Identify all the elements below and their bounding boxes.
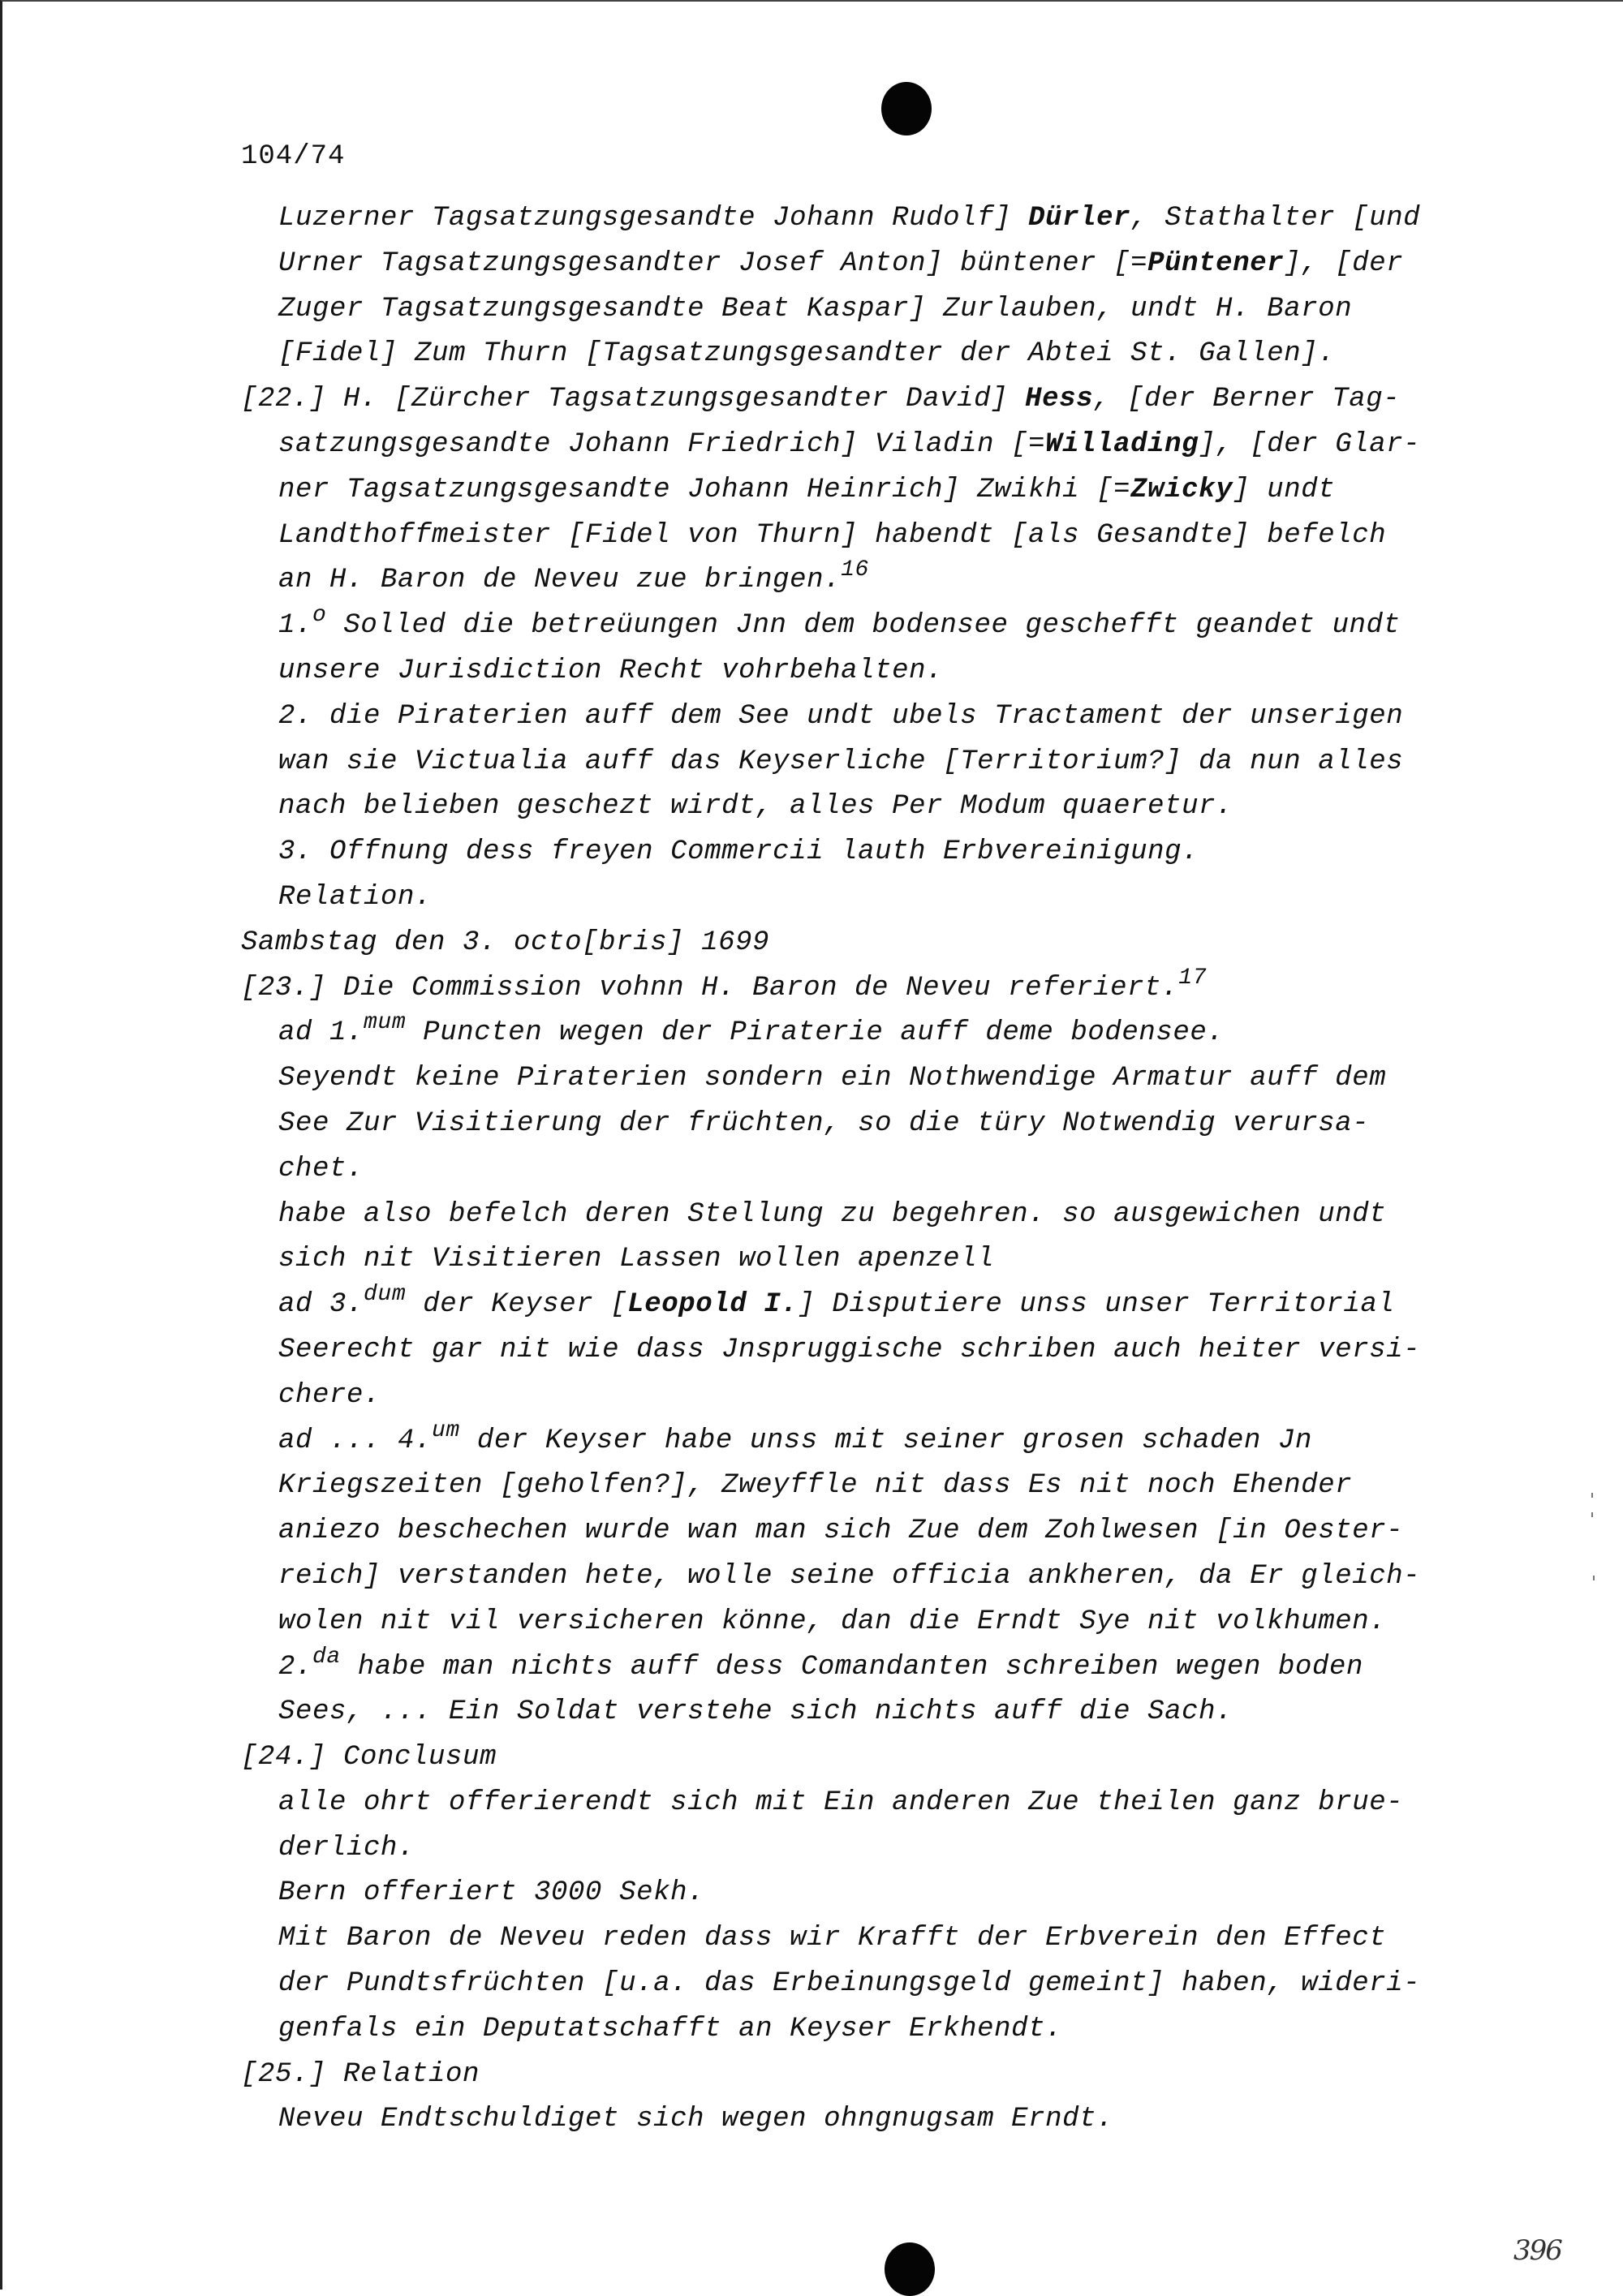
- line-text: ad 3.: [278, 1289, 364, 1321]
- line-text: ner Tagsatzungsgesandte Johann Heinrich] Zwikhi [=: [278, 474, 1131, 505]
- text-line: [241, 1554, 1491, 1600]
- line-text: alle ohrt offerierendt sich mit Ein anderen Zue theilen ganz brue-: [278, 1786, 1404, 1818]
- line-text: 3. Offnung dess freyen Commercii lauth Erbvereinigung.: [278, 836, 1199, 868]
- text-line: [241, 1916, 1491, 1962]
- line-text: wolen nit vil versicheren könne, dan die Erndt Sye nit volkhumen.: [278, 1606, 1387, 1637]
- line-text: [24.] Conclusum: [241, 1742, 497, 1774]
- line-text: an H. Baron de Neveu zue bringen.: [278, 565, 842, 596]
- margin-mark: [1591, 1512, 1593, 1517]
- line-text: Kriegszeiten [geholfen?], Zweyffle nit dass Es nit noch Ehender: [278, 1470, 1353, 1502]
- text-line: [241, 1374, 1491, 1419]
- text-line: [241, 468, 1491, 514]
- text-line: [241, 1464, 1491, 1509]
- text-line: [241, 196, 1491, 242]
- bold-name: Willading: [1045, 428, 1199, 460]
- text-line: [241, 1509, 1491, 1554]
- margin-mark: [1593, 1576, 1595, 1580]
- line-text: Mit Baron de Neveu reden dass wir Krafft der Erbverein den Effect: [278, 1923, 1387, 1954]
- line-text: [25.] Relation: [241, 2058, 480, 2090]
- line-text: sich nit Visitieren Lassen wollen apenzell: [278, 1244, 995, 1275]
- line-text: der Pundtsfrüchten [u.a. das Erbeinungsgeld gemeint] haben, wideri-: [278, 1968, 1421, 2000]
- text-line: [241, 1056, 1491, 1102]
- text-line: [241, 514, 1491, 559]
- line-text: Luzerner Tagsatzungsgesandte Johann Rudolf]: [278, 203, 1029, 234]
- line-text: satzungsgesandte Johann Friedrich] Viladin [=: [278, 428, 1046, 460]
- text-line: [241, 604, 1491, 649]
- bold-name: Dürler: [1028, 203, 1131, 234]
- line-text: , [der Berner Tag-: [1093, 384, 1401, 415]
- text-line: [241, 1102, 1491, 1147]
- text-line: [241, 1419, 1491, 1464]
- text-line: [241, 1781, 1491, 1826]
- line-text: Solled die betreüungen Jnn dem bodensee geschefft geandet undt: [326, 610, 1401, 642]
- punch-hole-bottom: [885, 2242, 935, 2296]
- line-text: derlich.: [278, 1832, 415, 1864]
- superscript: 16: [841, 557, 869, 583]
- text-line: [241, 1237, 1491, 1283]
- line-text: chet.: [278, 1153, 364, 1185]
- text-line: [241, 2053, 1491, 2098]
- line-text: Puncten wegen der Piraterie auff deme bodensee.: [406, 1017, 1225, 1049]
- superscript: um: [432, 1417, 460, 1443]
- text-line: [241, 377, 1491, 423]
- superscript: da: [312, 1644, 341, 1670]
- bold-name: Zwicky: [1130, 474, 1233, 505]
- text-line: [241, 1011, 1491, 1056]
- text-line: [241, 1871, 1491, 1916]
- line-text: chere.: [278, 1379, 381, 1411]
- text-line: [241, 1283, 1491, 1328]
- superscript: 17: [1178, 965, 1207, 991]
- line-text: 2. die Piraterien auff dem See undt ubels Tractament der unserigen: [278, 700, 1404, 732]
- line-text: der Keyser [: [406, 1289, 628, 1321]
- text-line: [241, 1645, 1491, 1691]
- line-text: ad ... 4.: [278, 1425, 433, 1456]
- line-text: ], [der: [1284, 247, 1404, 279]
- text-line: [241, 1193, 1491, 1238]
- superscript: mum: [364, 1010, 407, 1036]
- line-text: [23.] Die Commission vohnn H. Baron de Neveu referiert.: [241, 972, 1179, 1004]
- line-text: habe man nichts auff dess Comandanten schreiben wegen boden: [340, 1651, 1364, 1683]
- line-text: wan sie Victualia auff das Keyserliche [Territorium?] da nun alles: [278, 746, 1404, 777]
- text-line: [241, 2007, 1491, 2053]
- text-line: [241, 2097, 1491, 2143]
- line-text: [22.] H. [Zürcher Tagsatzungsgesandter David]: [241, 384, 1026, 415]
- text-line: [241, 649, 1491, 694]
- text-line: [241, 1328, 1491, 1374]
- text-line: [241, 1826, 1491, 1872]
- line-text: ], [der Glar-: [1199, 428, 1421, 460]
- line-text: habe also befelch deren Stellung zu begehren. so ausgewichen undt: [278, 1198, 1387, 1230]
- line-text: Urner Tagsatzungsgesandter Josef Anton] büntener [=: [278, 247, 1148, 279]
- line-text: genfals ein Deputatschafft an Keyser Erkhendt.: [278, 2013, 1063, 2044]
- line-text: reich] verstanden hete, wolle seine officia ankheren, da Er gleich-: [278, 1560, 1421, 1592]
- bold-name: Leopold I.: [627, 1289, 799, 1321]
- line-text: , Stathalter [und: [1130, 203, 1421, 234]
- line-text: ] Disputiere unss unser Territorial: [798, 1289, 1395, 1321]
- text-line: [241, 287, 1491, 333]
- line-text: der Keyser habe unss mit seiner grosen schaden Jn: [459, 1425, 1313, 1456]
- text-line: [241, 242, 1491, 287]
- line-text: 1.: [278, 610, 313, 642]
- text-line: [241, 1147, 1491, 1193]
- line-text: Seyendt keine Piraterien sondern ein Nothwendige Armatur auff dem: [278, 1063, 1387, 1094]
- bold-name: Hess: [1025, 384, 1094, 415]
- bold-name: Püntener: [1147, 247, 1285, 279]
- line-text: Neveu Endtschuldiget sich wegen ohngnugsam Erndt.: [278, 2104, 1114, 2135]
- superscript: o: [312, 603, 327, 629]
- text-line: [241, 1600, 1491, 1645]
- text-line: [241, 558, 1491, 604]
- line-text: unsere Jurisdiction Recht vohrbehalten.: [278, 655, 944, 686]
- line-text: 2.: [278, 1651, 313, 1683]
- line-text: Sambstag den 3. octo[bris] 1699: [241, 927, 770, 958]
- line-text: Relation.: [278, 881, 433, 913]
- line-text: Landthoffmeister [Fidel von Thurn] habendt [als Gesandte] befelch: [278, 519, 1387, 551]
- line-text: [Fidel] Zum Thurn [Tagsatzungsgesandter der Abtei St. Gallen].: [278, 338, 1336, 370]
- text-line: [241, 875, 1491, 921]
- line-text: Sees, ... Ein Soldat verstehe sich nichts auff die Sach.: [278, 1696, 1233, 1728]
- line-text: See Zur Visitierung der früchten, so die türy Notwendig verursa-: [278, 1107, 1370, 1139]
- line-text: Bern offeriert 3000 Sekh.: [278, 1877, 705, 1909]
- line-text: Zuger Tagsatzungsgesandte Beat Kaspar] Zurlauben, undt H. Baron: [278, 293, 1353, 325]
- text-line: [241, 1735, 1491, 1781]
- text-line: [241, 1690, 1491, 1735]
- line-text: ad 1.: [278, 1017, 364, 1049]
- text-line: [241, 921, 1491, 966]
- line-text: Seerecht gar nit wie dass Jnspruggische schriben auch heiter versi-: [278, 1334, 1421, 1365]
- line-text: ] undt: [1233, 474, 1336, 505]
- text-line: [241, 332, 1491, 377]
- superscript: dum: [364, 1282, 407, 1308]
- text-line: [241, 966, 1491, 1012]
- text-line: [241, 740, 1491, 785]
- line-text: nach belieben geschezt wirdt, alles Per Modum quaeretur.: [278, 791, 1233, 823]
- text-line: [241, 423, 1491, 468]
- margin-mark: [1591, 1493, 1593, 1498]
- document-body: [241, 196, 1491, 2143]
- line-text: aniezo beschechen wurde wan man sich Zue dem Zohlwesen [in Oester-: [278, 1516, 1404, 1547]
- page-label: 104/74: [241, 141, 346, 172]
- text-line: [241, 694, 1491, 740]
- text-line: [241, 1962, 1491, 2007]
- page-number-stamp: 396: [1513, 2234, 1561, 2267]
- text-line: [241, 830, 1491, 875]
- text-line: [241, 785, 1491, 830]
- punch-hole-top: [881, 82, 932, 135]
